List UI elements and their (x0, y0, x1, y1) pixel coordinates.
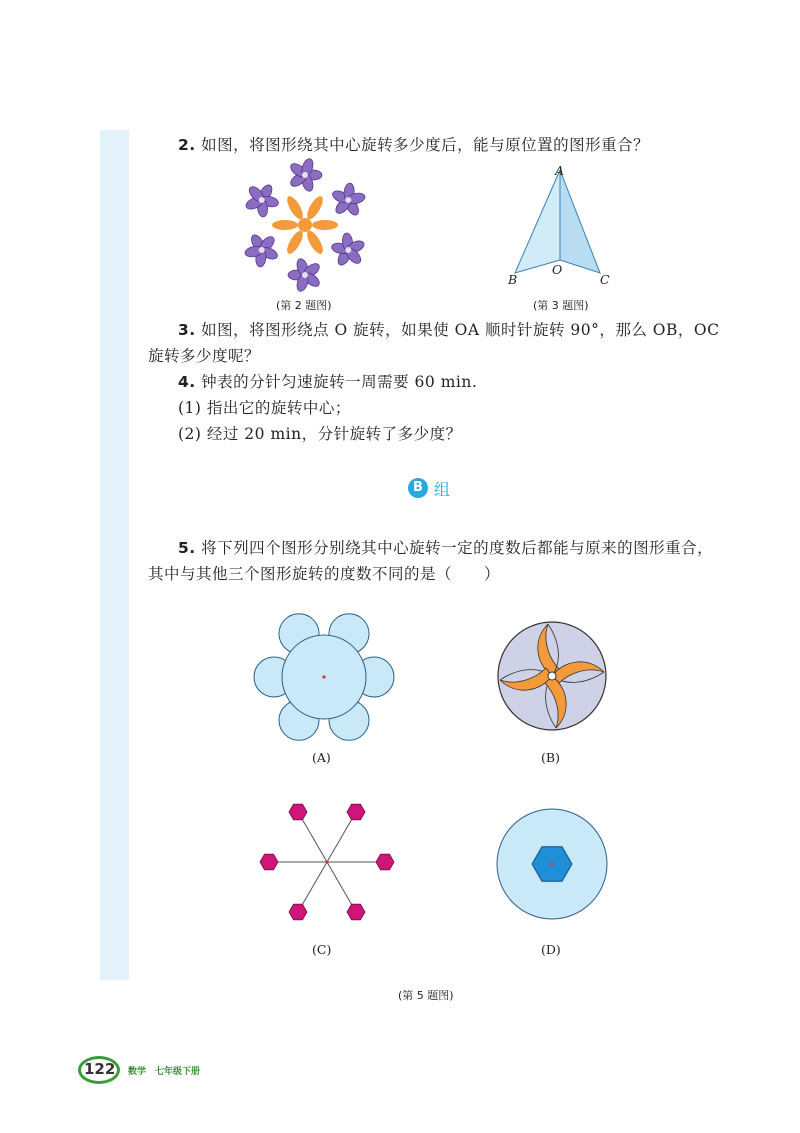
label-O: O (552, 262, 563, 277)
orange-petal (304, 229, 326, 257)
magenta-hexagon (260, 854, 278, 870)
figure-5-caption: (第 5 题图) (398, 989, 454, 1002)
orange-petal (312, 220, 338, 230)
question-4-sub1: (1) 指出它的旋转中心； (178, 399, 351, 417)
question-2: 2. 如图，将图形绕其中心旋转多少度后，能与原位置的图形重合？ (178, 136, 650, 154)
option-a-figure (262, 615, 386, 739)
option-c-figure (255, 798, 399, 926)
purple-flower (288, 157, 322, 192)
label-A: A (555, 163, 565, 178)
book-title: 数学 七年级下册 (128, 1067, 201, 1077)
question-3-line2: 旋转多少度呢？ (148, 347, 261, 365)
option-c-label: (C) (312, 942, 332, 957)
orange-petal (284, 229, 306, 257)
purple-flower (331, 233, 366, 268)
option-d-label: (D) (541, 942, 561, 957)
question-4-sub2: (2) 经过 20 min，分针旋转了多少度？ (178, 425, 462, 443)
magenta-hexagon (376, 854, 394, 870)
option-b-label: (B) (541, 750, 560, 765)
magenta-hexagon (347, 804, 365, 820)
purple-flower (244, 233, 279, 268)
option-a-label: (A) (312, 750, 331, 765)
figure-3-caption: (第 3 题图) (533, 299, 589, 312)
orange-petal (284, 194, 306, 222)
group-b-badge: B (408, 478, 428, 498)
page-number: 122 (84, 1060, 116, 1078)
question-3: 3. 如图，将图形绕点 O 旋转，如果使 OA 顺时针旋转 90°，那么 OB，OC (178, 321, 720, 339)
magenta-hexagon (289, 904, 307, 920)
question-5: 5. 将下列四个图形分别绕其中心旋转一定的度数后都能与原来的图形重合， (178, 539, 714, 557)
option-b-figure (496, 620, 608, 732)
question-5-line2: 其中与其他三个图形旋转的度数不同的是（ ） (148, 565, 501, 583)
purple-flower (244, 183, 279, 218)
option-d-figure (496, 808, 608, 920)
magenta-hexagon (347, 904, 365, 920)
figure-2-flower (235, 155, 375, 295)
margin-sidebar (100, 130, 129, 980)
label-C: C (600, 272, 610, 287)
purple-flower (288, 257, 322, 292)
purple-flower (331, 183, 366, 218)
label-B: B (508, 272, 518, 287)
group-b-label: 组 (434, 480, 451, 499)
question-4: 4. 钟表的分针匀速旋转一周需要 60 min. (178, 373, 478, 391)
orange-petal (272, 220, 298, 230)
figure-2-caption: (第 2 题图) (276, 299, 332, 312)
orange-petal (304, 194, 326, 222)
magenta-hexagon (289, 804, 307, 820)
